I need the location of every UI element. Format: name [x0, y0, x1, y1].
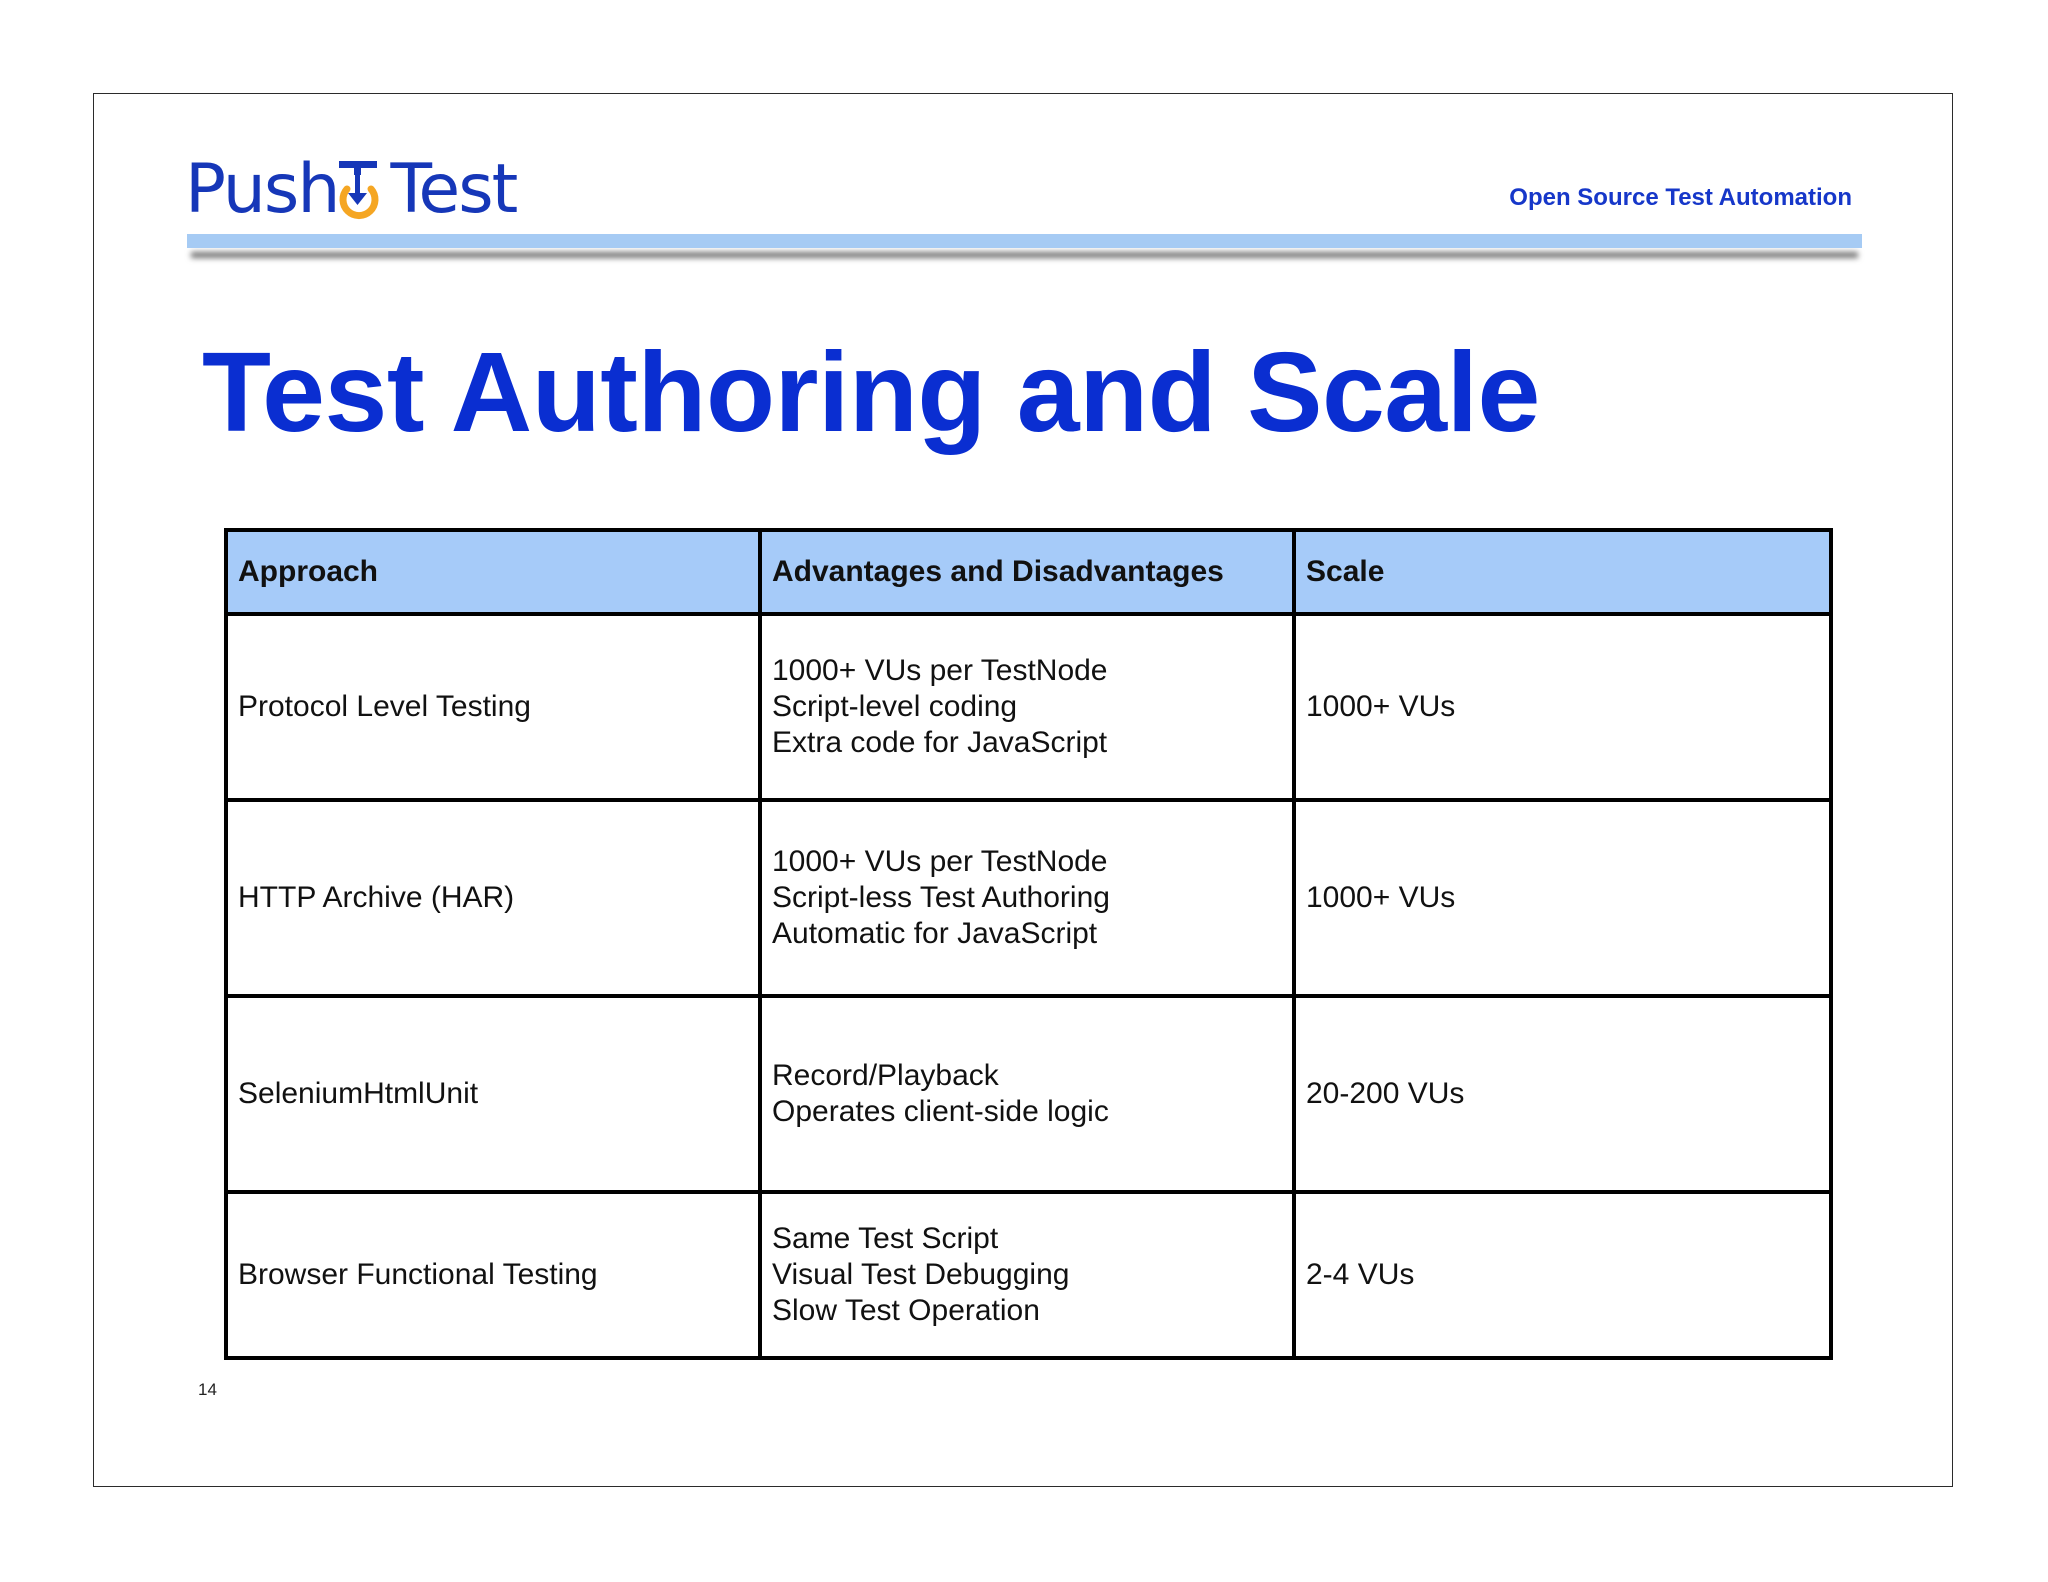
detail-line: Script-less Test Authoring [772, 881, 1110, 914]
logo-text-push: Push [185, 150, 339, 229]
detail-line: 1000+ VUs per TestNode [772, 845, 1108, 878]
header-advantages: Advantages and Disadvantages [760, 530, 1294, 614]
header-divider-bar [187, 234, 1862, 248]
details-cell [760, 800, 1294, 996]
table-header-row [226, 530, 1831, 614]
comparison-table [224, 528, 1833, 1360]
detail-line: Automatic for JavaScript [772, 917, 1098, 950]
slide [93, 93, 1953, 1487]
detail-line: Slow Test Operation [772, 1294, 1040, 1327]
table-row [226, 614, 1831, 800]
scale-cell: 1000+ VUs [1294, 800, 1831, 996]
detail-line: Same Test Script [772, 1222, 999, 1255]
header-approach: Approach [226, 530, 760, 614]
table-row [226, 800, 1831, 996]
logo-power-arrow-icon [335, 153, 393, 227]
detail-line: Operates client-side logic [772, 1095, 1109, 1128]
detail-line: 1000+ VUs per TestNode [772, 654, 1108, 687]
scale-cell: 2-4 VUs [1294, 1192, 1831, 1358]
scale-cell: 20-200 VUs [1294, 996, 1831, 1192]
detail-line: Visual Test Debugging [772, 1258, 1070, 1291]
approach-cell: SeleniumHtmlUnit [226, 996, 760, 1192]
logo-text-test: Test [390, 150, 517, 229]
scale-cell: 1000+ VUs [1294, 614, 1831, 800]
table-row [226, 996, 1831, 1192]
pushtotest-logo [185, 150, 516, 230]
table-row [226, 1192, 1831, 1358]
details-cell [760, 614, 1294, 800]
approach-cell: Browser Functional Testing [226, 1192, 760, 1358]
detail-line: Script-level coding [772, 690, 1018, 723]
slide-title: Test Authoring and Scale [202, 329, 1540, 455]
approach-cell: Protocol Level Testing [226, 614, 760, 800]
approach-cell: HTTP Archive (HAR) [226, 800, 760, 996]
details-cell [760, 1192, 1294, 1358]
header-scale: Scale [1294, 530, 1831, 614]
header-tagline: Open Source Test Automation [1509, 184, 1852, 211]
details-cell [760, 996, 1294, 1192]
detail-line: Record/Playback [772, 1059, 999, 1092]
page-number: 14 [198, 1380, 217, 1399]
detail-line: Extra code for JavaScript [772, 726, 1108, 759]
